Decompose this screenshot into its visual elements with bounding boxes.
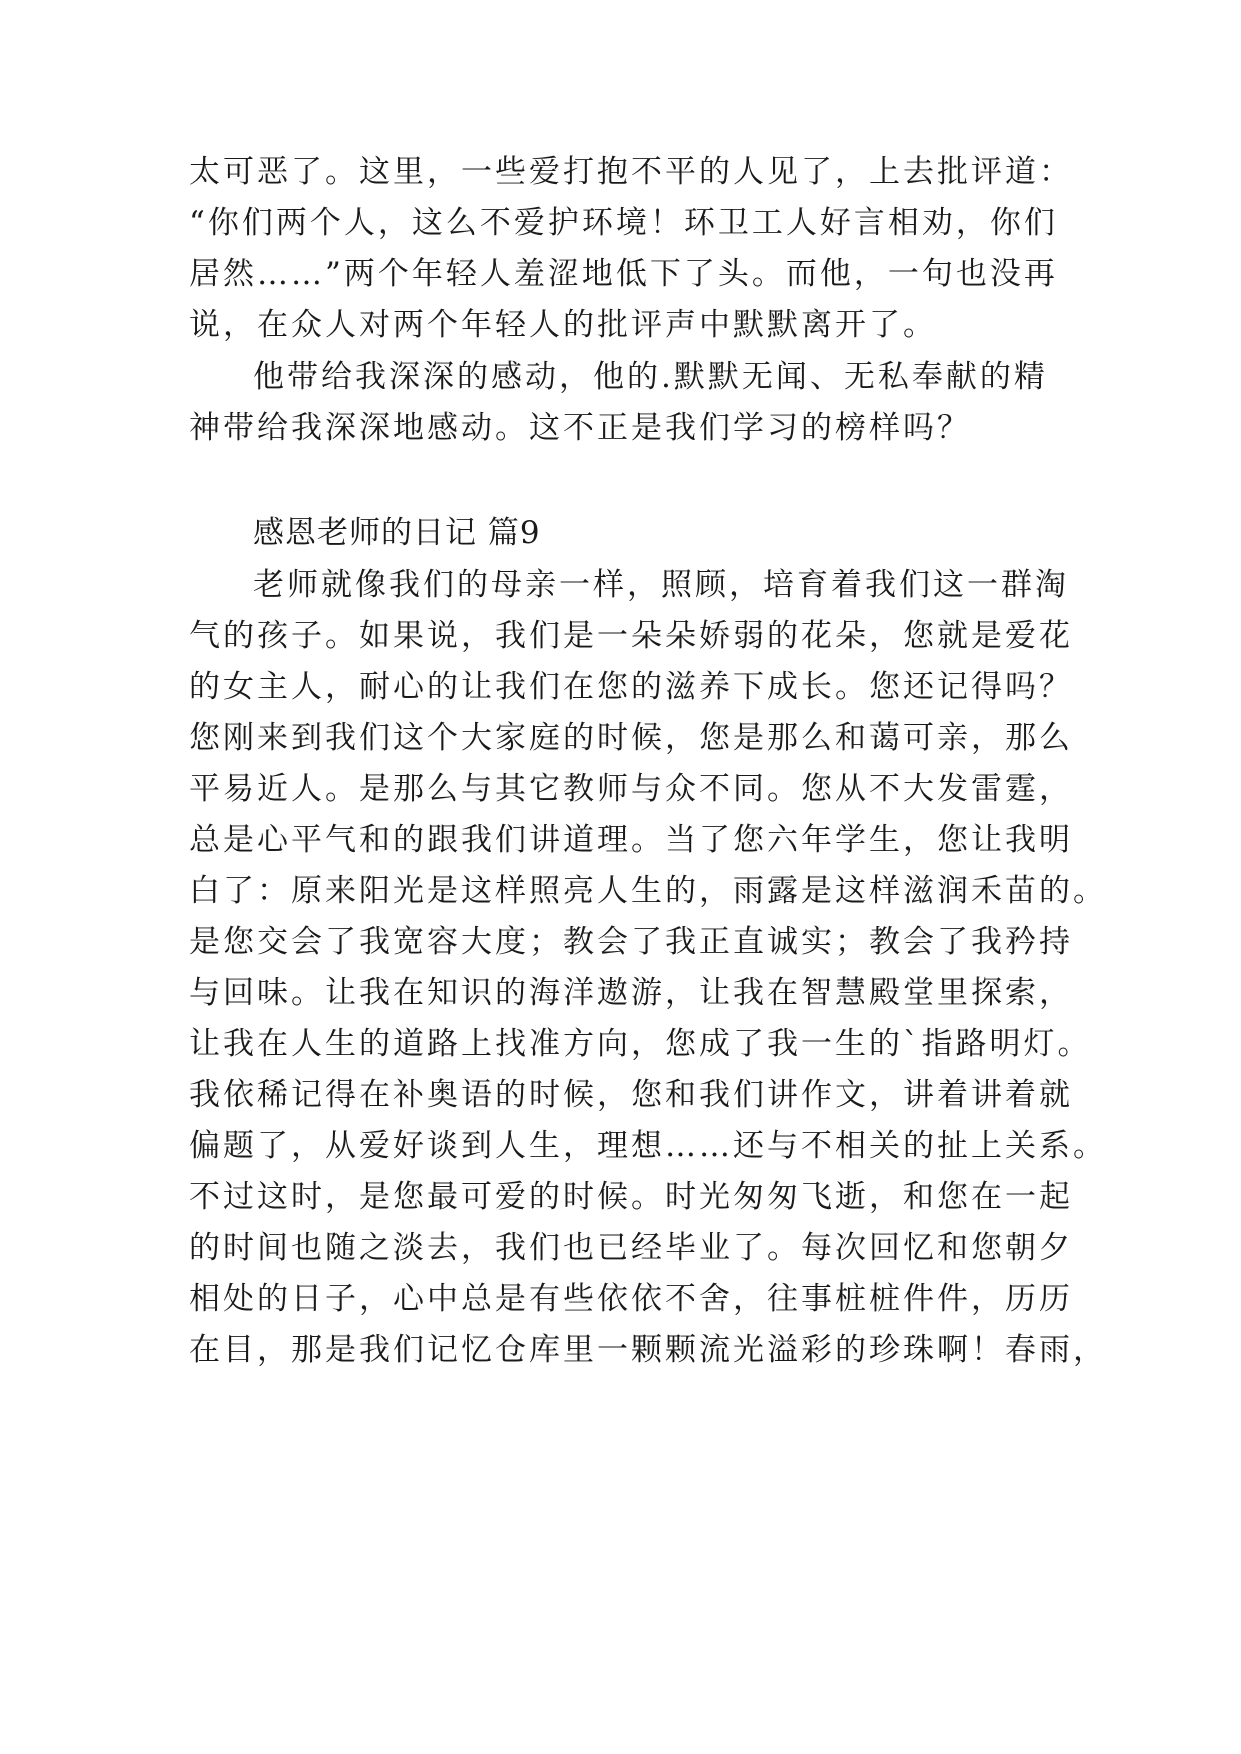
paragraph-line: 的女主人，耐心的让我们在您的滋养下成长。您还记得吗？ <box>189 669 1073 705</box>
paragraph-line: 总是心平气和的跟我们讲道理。当了您六年学生，您让我明 <box>189 822 1073 858</box>
paragraph-line: 神带给我深深地感动。这不正是我们学习的榜样吗？ <box>189 410 971 446</box>
paragraph-line: 与回味。让我在知识的海洋遨游，让我在智慧殿堂里探索， <box>189 975 1073 1011</box>
paragraph-line: 老师就像我们的母亲一样，照顾，培育着我们这一群淘 <box>253 567 1069 603</box>
paragraph-line: 气的孩子。如果说，我们是一朵朵娇弱的花朵，您就是爱花 <box>189 618 1073 654</box>
paragraph-line: 偏题了，从爱好谈到人生，理想……还与不相关的扯上关系。 <box>189 1128 1107 1164</box>
paragraph-line: 的时间也随之淡去，我们也已经毕业了。每次回忆和您朝夕 <box>189 1230 1073 1266</box>
paragraph-line: 太可恶了。这里，一些爱打抱不平的人见了，上去批评道： <box>189 154 1073 190</box>
paragraph-line: 说，在众人对两个年轻人的批评声中默默离开了。 <box>189 307 937 343</box>
paragraph-line: 他带给我深深的感动，他的.默默无闻、无私奉献的精 <box>253 359 1048 395</box>
paragraph-line: 居然……”两个年轻人羞涩地低下了头。而他，一句也没再 <box>189 256 1058 292</box>
paragraph-line: 白了：原来阳光是这样照亮人生的，雨露是这样滋润禾苗的。 <box>189 873 1107 909</box>
paragraph-line: 平易近人。是那么与其它教师与众不同。您从不大发雷霆， <box>189 771 1073 807</box>
section-heading: 感恩老师的日记 篇9 <box>253 515 541 551</box>
paragraph-line: 相处的日子，心中总是有些依依不舍，往事桩桩件件，历历 <box>189 1281 1073 1317</box>
paragraph-line: 是您交会了我宽容大度；教会了我正直诚实；教会了我矜持 <box>189 924 1073 960</box>
paragraph-line: 在目，那是我们记忆仓库里一颗颗流光溢彩的珍珠啊！春雨， <box>189 1332 1107 1368</box>
paragraph-line: 我依稀记得在补奥语的时候，您和我们讲作文，讲着讲着就 <box>189 1077 1073 1113</box>
paragraph-line: 不过这时，是您最可爱的时候。时光匆匆飞逝，和您在一起 <box>189 1179 1073 1215</box>
paragraph-line: 让我在人生的道路上找准方向，您成了我一生的`指路明灯。 <box>189 1026 1092 1062</box>
paragraph-line: 您刚来到我们这个大家庭的时候，您是那么和蔼可亲，那么 <box>189 720 1073 756</box>
paragraph-line: “你们两个人，这么不爱护环境！环卫工人好言相劝，你们 <box>189 205 1058 241</box>
